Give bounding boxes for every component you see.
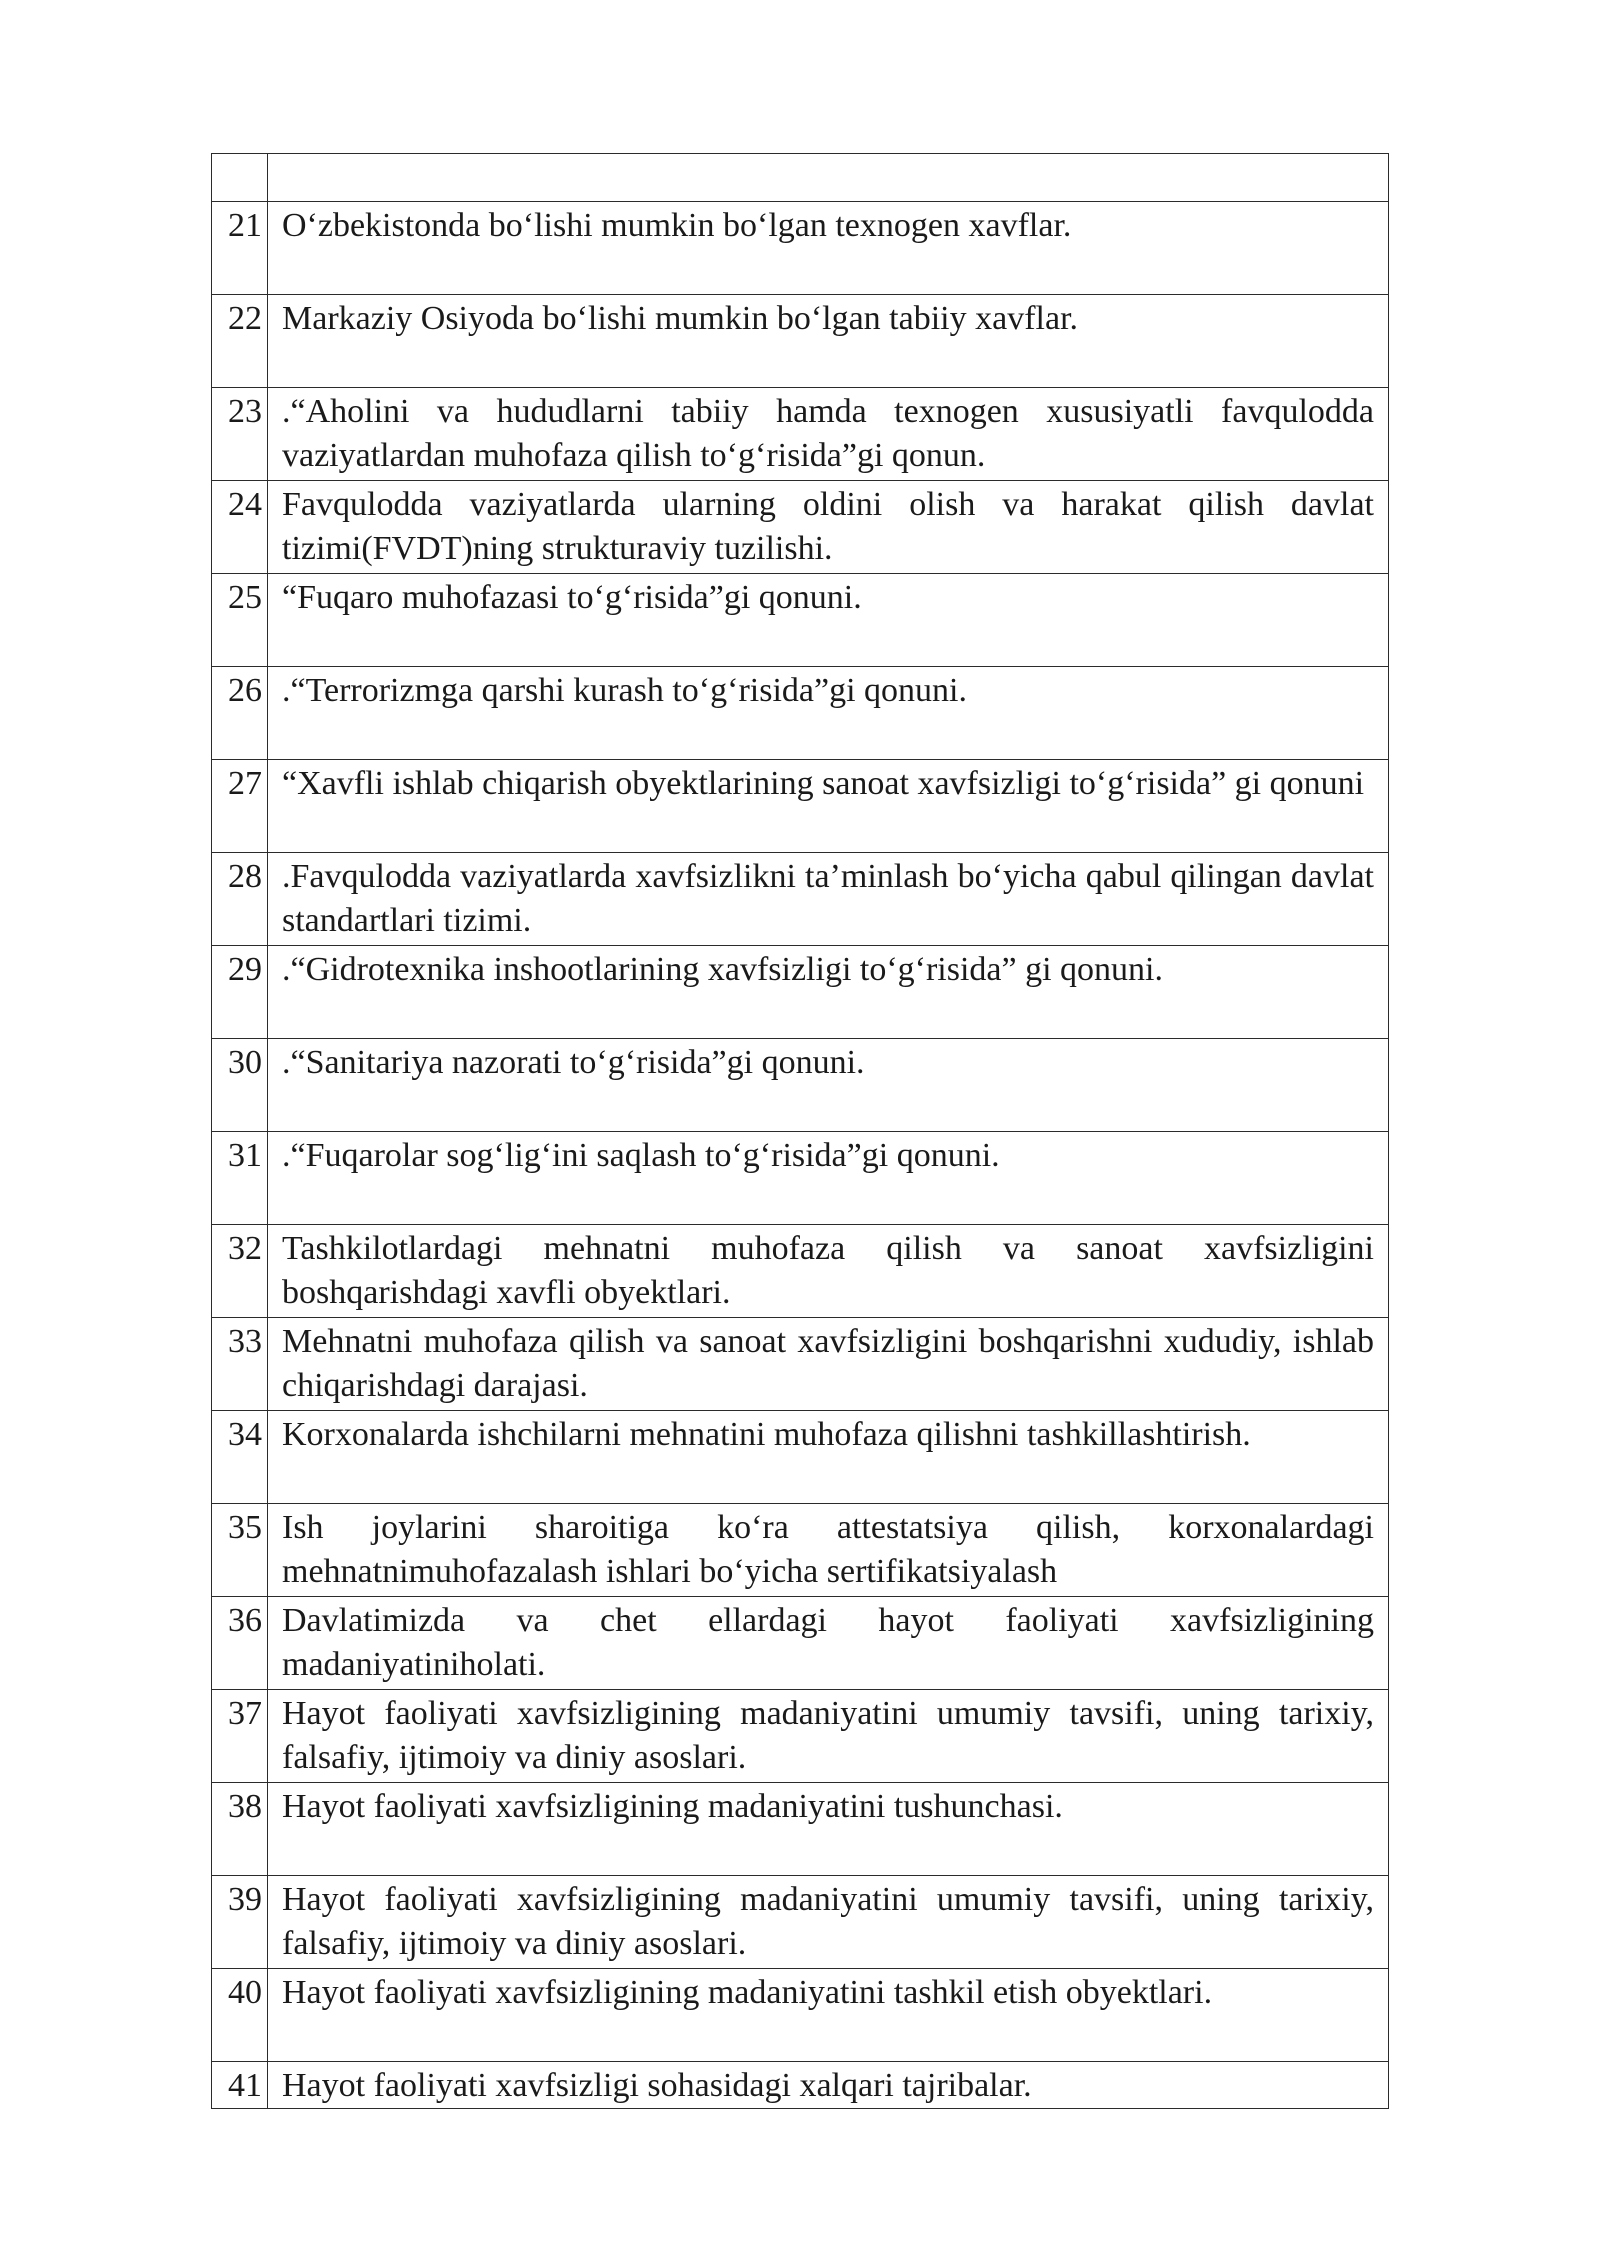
question-text: “Fuqaro muhofazasi to‘g‘risida”gi qonuni. [268, 574, 1389, 667]
table-row [212, 1876, 1389, 1969]
question-number: 32 [212, 1225, 268, 1318]
questions-table [211, 153, 1389, 2109]
question-number: 34 [212, 1411, 268, 1504]
question-text: Hayot faoliyati xavfsizligining madaniyatini tashkil etish obyektlari. [268, 1969, 1389, 2062]
question-number: 38 [212, 1783, 268, 1876]
question-text: Hayot faoliyati xavfsizligining madaniyatini tushunchasi. [268, 1783, 1389, 1876]
question-text: Ish joylarini sharoitiga ko‘ra attestatsiya qilish, korxonalardagi mehnatnimuhofazalash ishlari bo‘yicha sertifikatsiyalash [268, 1504, 1389, 1597]
question-number: 23 [212, 388, 268, 481]
question-number: 41 [212, 2062, 268, 2109]
question-number: 27 [212, 760, 268, 853]
question-text: O‘zbekistonda bo‘lishi mumkin bo‘lgan texnogen xavflar. [268, 202, 1389, 295]
empty-header-row [212, 154, 1389, 202]
table-row [212, 2062, 1389, 2109]
question-number: 35 [212, 1504, 268, 1597]
question-number: 31 [212, 1132, 268, 1225]
table-row [212, 1690, 1389, 1783]
question-number: 21 [212, 202, 268, 295]
question-number: 25 [212, 574, 268, 667]
table-row [212, 667, 1389, 760]
question-text: Hayot faoliyati xavfsizligi sohasidagi xalqari tajribalar. [268, 2062, 1389, 2109]
table-row [212, 1783, 1389, 1876]
question-number: 26 [212, 667, 268, 760]
question-text: .“Sanitariya nazorati to‘g‘risida”gi qonuni. [268, 1039, 1389, 1132]
table-row [212, 1597, 1389, 1690]
question-text: Hayot faoliyati xavfsizligining madaniyatini umumiy tavsifi, uning tarixiy, falsafiy, ijtimoiy va diniy asoslari. [268, 1876, 1389, 1969]
table-row [212, 1411, 1389, 1504]
question-text: .“Aholini va hududlarni tabiiy hamda texnogen xususiyatli favqulodda vaziyatlardan muhofaza qilish to‘g‘risida”gi qonun. [268, 388, 1389, 481]
empty-number-cell [212, 154, 268, 202]
question-number: 29 [212, 946, 268, 1039]
table-row [212, 1225, 1389, 1318]
question-text: “Xavfli ishlab chiqarish obyektlarining sanoat xavfsizligi to‘g‘risida” gi qonuni [268, 760, 1389, 853]
question-number: 33 [212, 1318, 268, 1411]
question-number: 30 [212, 1039, 268, 1132]
question-text: Markaziy Osiyoda bo‘lishi mumkin bo‘lgan tabiiy xavflar. [268, 295, 1389, 388]
question-number: 39 [212, 1876, 268, 1969]
question-text: Mehnatni muhofaza qilish va sanoat xavfsizligini boshqarishni xududiy, ishlab chiqarishdagi darajasi. [268, 1318, 1389, 1411]
question-text: Favqulodda vaziyatlarda ularning oldini olish va harakat qilish davlat tizimi(FVDT)ning strukturaviy tuzilishi. [268, 481, 1389, 574]
question-number: 24 [212, 481, 268, 574]
question-number: 36 [212, 1597, 268, 1690]
table-row [212, 853, 1389, 946]
table-row [212, 202, 1389, 295]
table-row [212, 1132, 1389, 1225]
question-text: .“Fuqarolar sog‘lig‘ini saqlash to‘g‘risida”gi qonuni. [268, 1132, 1389, 1225]
question-number: 37 [212, 1690, 268, 1783]
question-number: 40 [212, 1969, 268, 2062]
table-row [212, 760, 1389, 853]
question-number: 22 [212, 295, 268, 388]
table-row [212, 1318, 1389, 1411]
table-row [212, 1969, 1389, 2062]
question-text: .“Terrorizmga qarshi kurash to‘g‘risida”gi qonuni. [268, 667, 1389, 760]
empty-text-cell [268, 154, 1389, 202]
question-text: Korxonalarda ishchilarni mehnatini muhofaza qilishni tashkillashtirish. [268, 1411, 1389, 1504]
question-text: Davlatimizda va chet ellardagi hayot faoliyati xavfsizligining madaniyatiniholati. [268, 1597, 1389, 1690]
question-text: Hayot faoliyati xavfsizligining madaniyatini umumiy tavsifi, uning tarixiy, falsafiy, ijtimoiy va diniy asoslari. [268, 1690, 1389, 1783]
question-text: Tashkilotlardagi mehnatni muhofaza qilish va sanoat xavfsizligini boshqarishdagi xavfli obyektlari. [268, 1225, 1389, 1318]
table-row [212, 295, 1389, 388]
table-row [212, 481, 1389, 574]
table-row [212, 1039, 1389, 1132]
table-row [212, 388, 1389, 481]
question-number: 28 [212, 853, 268, 946]
table-row [212, 574, 1389, 667]
question-text: .Favqulodda vaziyatlarda xavfsizlikni ta’minlash bo‘yicha qabul qilingan davlat standartlari tizimi. [268, 853, 1389, 946]
table-row [212, 1504, 1389, 1597]
table-row [212, 946, 1389, 1039]
question-text: .“Gidrotexnika inshootlarining xavfsizligi to‘g‘risida” gi qonuni. [268, 946, 1389, 1039]
